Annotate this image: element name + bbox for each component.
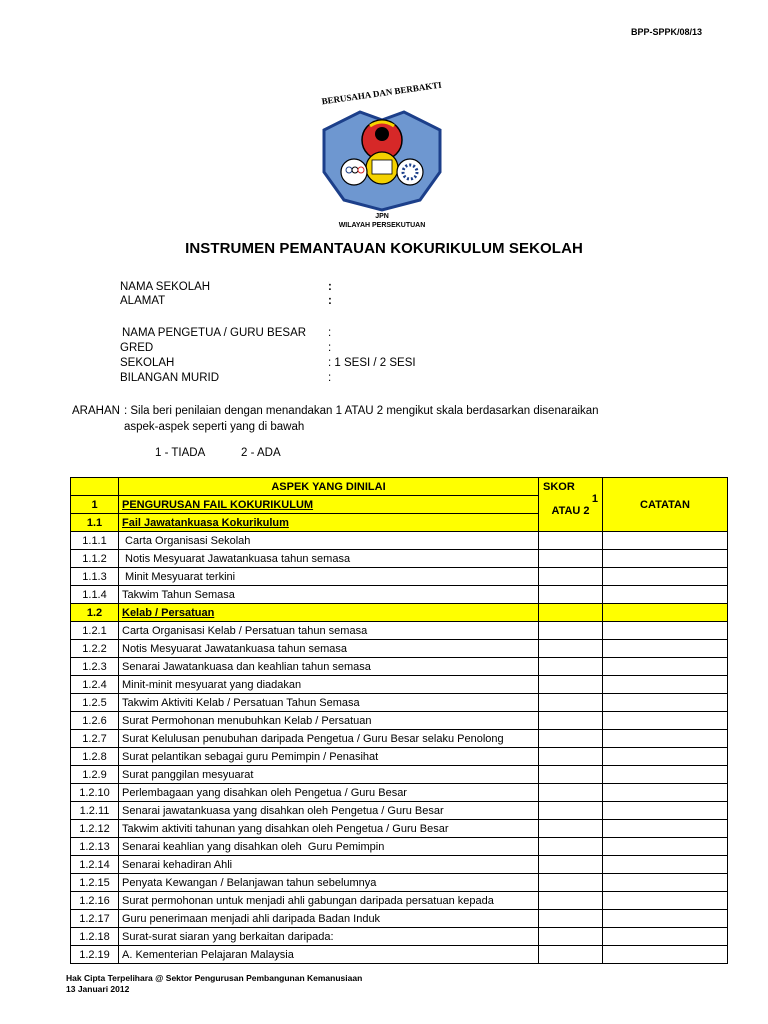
table-row (71, 550, 728, 568)
table-row (71, 910, 728, 928)
document-code: BPP-SPPK/08/13 (630, 27, 702, 37)
table-row (71, 622, 728, 640)
section-1-2-catatan[interactable] (603, 604, 728, 622)
skor-header (539, 478, 603, 532)
row-aspect: Senarai Jawatankuasa dan keahlian tahun semasa (119, 658, 539, 676)
header-blank (71, 478, 119, 496)
row-number: 1.2.3 (71, 658, 119, 676)
row-catatan-cell[interactable] (603, 874, 728, 892)
row-number: 1.2.5 (71, 694, 119, 712)
row-skor-cell[interactable] (539, 766, 603, 784)
row-number: 1.2.18 (71, 928, 119, 946)
row-skor-cell[interactable] (539, 694, 603, 712)
row-skor-cell[interactable] (539, 910, 603, 928)
skor-value-1: 1 (591, 493, 598, 505)
row-number: 1.1.3 (71, 568, 119, 586)
logo-motto: BERUSAHA DAN BERBAKTI (320, 79, 443, 107)
row-aspect: A. Kementerian Pelajaran Malaysia (119, 946, 539, 964)
row-number: 1.2.13 (71, 838, 119, 856)
section-1-2-title: Kelab / Persatuan (119, 604, 539, 622)
table-row (71, 784, 728, 802)
row-skor-cell[interactable] (539, 946, 603, 964)
table-row (71, 730, 728, 748)
row-skor-cell[interactable] (539, 712, 603, 730)
row-aspect: Surat panggilan mesyuarat (119, 766, 539, 784)
row-number: 1.2.1 (71, 622, 119, 640)
row-aspect: Perlembagaan yang disahkan oleh Pengetua / Guru Besar (119, 784, 539, 802)
footer-date: 13 Januari 2012 (66, 984, 130, 994)
instructions-text: : Sila beri penilaian dengan menandakan 1 ATAU 2 mengikut skala berdasarkan disenaraikan aspek-aspek seperti yang di bawah (124, 405, 599, 433)
row-skor-cell[interactable] (539, 928, 603, 946)
section-1-title: PENGURUSAN FAIL KOKURIKULUM (119, 496, 539, 514)
row-number: 1.1.1 (71, 532, 119, 550)
row-skor-cell[interactable] (539, 622, 603, 640)
row-catatan-cell[interactable] (603, 820, 728, 838)
table-row (71, 676, 728, 694)
row-number: 1.2.14 (71, 856, 119, 874)
table-row (71, 640, 728, 658)
logo-right-circle (397, 159, 423, 185)
row-skor-cell[interactable] (539, 838, 603, 856)
info-label-gred: GRED (120, 342, 154, 354)
rows-1-2 (71, 622, 728, 964)
info-value-sekolah[interactable]: : 1 SESI / 2 SESI (328, 357, 416, 369)
catatan-header: CATATAN (603, 478, 728, 532)
row-skor-cell[interactable] (539, 640, 603, 658)
row-number: 1.2.8 (71, 748, 119, 766)
table-row (71, 928, 728, 946)
row-number: 1.1.2 (71, 550, 119, 568)
row-skor-cell[interactable] (539, 730, 603, 748)
row-aspect: Guru penerimaan menjadi ahli daripada Badan Induk (119, 910, 539, 928)
row-aspect: Surat Permohonan menubuhkan Kelab / Persatuan (119, 712, 539, 730)
table-row (71, 694, 728, 712)
table-row (71, 658, 728, 676)
row-skor-cell[interactable] (539, 856, 603, 874)
scale-tiada: 1 - TIADA (155, 447, 206, 459)
row-catatan-cell[interactable] (603, 586, 728, 604)
row-number: 1.2.7 (71, 730, 119, 748)
row-catatan-cell[interactable] (603, 712, 728, 730)
info-value-pengetua[interactable]: : (328, 327, 332, 339)
info-value-gred[interactable]: : (328, 342, 332, 354)
row-catatan-cell[interactable] (603, 622, 728, 640)
table-row (71, 802, 728, 820)
scale-ada: 2 - ADA (241, 447, 281, 459)
row-skor-cell[interactable] (539, 784, 603, 802)
section-1-2-skor[interactable] (539, 604, 603, 622)
row-catatan-cell[interactable] (603, 838, 728, 856)
row-catatan-cell[interactable] (603, 532, 728, 550)
row-aspect: Surat Kelulusan penubuhan daripada Pengetua / Guru Besar selaku Penolong (119, 730, 539, 748)
row-skor-cell[interactable] (539, 676, 603, 694)
row-aspect: Minit Mesyuarat terkini (119, 568, 539, 586)
row-number: 1.2.19 (71, 946, 119, 964)
table-row (71, 838, 728, 856)
row-skor-cell[interactable] (539, 892, 603, 910)
row-catatan-cell[interactable] (603, 856, 728, 874)
table-row (71, 766, 728, 784)
page-title: INSTRUMEN PEMANTAUAN KOKURIKULUM SEKOLAH (185, 240, 583, 257)
aspek-header: ASPEK YANG DINILAI (119, 478, 539, 496)
section-1-2-num: 1.2 (71, 604, 119, 622)
jpn-logo (302, 60, 462, 232)
row-catatan-cell[interactable] (603, 748, 728, 766)
info-value-nama-sekolah[interactable]: : (328, 281, 332, 293)
row-skor-cell[interactable] (539, 532, 603, 550)
row-aspect: Notis Mesyuarat Jawatankuasa tahun semasa (119, 550, 539, 568)
info-label-pengetua: NAMA PENGETUA / GURU BESAR (122, 327, 307, 339)
table-row (71, 946, 728, 964)
info-label-nama-sekolah: NAMA SEKOLAH (120, 281, 211, 293)
row-skor-cell[interactable] (539, 550, 603, 568)
row-aspect: Surat pelantikan sebagai guru Pemimpin / Penasihat (119, 748, 539, 766)
skor-atau: ATAU 2 (551, 505, 590, 517)
row-number: 1.2.6 (71, 712, 119, 730)
row-skor-cell[interactable] (539, 874, 603, 892)
logo-line1: JPN (375, 213, 389, 220)
row-catatan-cell[interactable] (603, 784, 728, 802)
row-catatan-cell[interactable] (603, 676, 728, 694)
row-aspect: Senarai kehadiran Ahli (119, 856, 539, 874)
row-aspect: Minit-minit mesyuarat yang diadakan (119, 676, 539, 694)
row-aspect: Senarai keahlian yang disahkan oleh Guru Pemimpin (119, 838, 539, 856)
table-row (71, 712, 728, 730)
row-catatan-cell[interactable] (603, 694, 728, 712)
footer-copyright: Hak Cipta Terpelihara @ Sektor Pengurusan Pembangunan Kemanusiaan (66, 973, 363, 983)
row-number: 1.2.11 (71, 802, 119, 820)
table-row (71, 568, 728, 586)
row-catatan-cell[interactable] (603, 640, 728, 658)
row-skor-cell[interactable] (539, 820, 603, 838)
table-row (71, 586, 728, 604)
row-skor-cell[interactable] (539, 568, 603, 586)
row-number: 1.2.10 (71, 784, 119, 802)
info-value-alamat[interactable]: : (328, 295, 332, 307)
row-number: 1.2.12 (71, 820, 119, 838)
row-aspect: Notis Mesyuarat Jawatankuasa tahun semasa (119, 640, 539, 658)
row-number: 1.2.17 (71, 910, 119, 928)
row-skor-cell[interactable] (539, 748, 603, 766)
row-aspect: Surat permohonan untuk menjadi ahli gabungan daripada persatuan kepada (119, 892, 539, 910)
table-row (71, 856, 728, 874)
assessment-table (70, 477, 728, 964)
row-catatan-cell[interactable] (603, 802, 728, 820)
row-catatan-cell[interactable] (603, 766, 728, 784)
skor-label: SKOR (543, 481, 575, 493)
row-catatan-cell[interactable] (603, 946, 728, 964)
row-catatan-cell[interactable] (603, 910, 728, 928)
row-catatan-cell[interactable] (603, 658, 728, 676)
section-1-num: 1 (71, 496, 119, 514)
row-skor-cell[interactable] (539, 802, 603, 820)
row-aspect: Takwim Tahun Semasa (119, 586, 539, 604)
table-row (71, 532, 728, 550)
row-aspect: Carta Organisasi Kelab / Persatuan tahun semasa (119, 622, 539, 640)
row-aspect: Senarai jawatankuasa yang disahkan oleh Pengetua / Guru Besar (119, 802, 539, 820)
row-aspect: Penyata Kewangan / Belanjawan tahun sebelumnya (119, 874, 539, 892)
row-number: 1.2.16 (71, 892, 119, 910)
row-aspect: Takwim Aktiviti Kelab / Persatuan Tahun Semasa (119, 694, 539, 712)
row-aspect: Surat-surat siaran yang berkaitan daripada: (119, 928, 539, 946)
row-catatan-cell[interactable] (603, 568, 728, 586)
row-number: 1.1.4 (71, 586, 119, 604)
row-number: 1.2.4 (71, 676, 119, 694)
table-row (71, 892, 728, 910)
row-number: 1.2.15 (71, 874, 119, 892)
section-1-1-title: Fail Jawatankuasa Kokurikulum (119, 514, 539, 532)
row-skor-cell[interactable] (539, 658, 603, 676)
info-label-bilangan-murid: BILANGAN MURID (120, 372, 220, 384)
table-row (71, 820, 728, 838)
footer (66, 973, 362, 995)
instructions-label: ARAHAN (72, 405, 120, 417)
logo-line2: WILAYAH PERSEKUTUAN (338, 222, 426, 229)
row-aspect: Carta Organisasi Sekolah (119, 532, 539, 550)
info-label-alamat: ALAMAT (120, 295, 166, 307)
row-number: 1.2.2 (71, 640, 119, 658)
section-1-1-num: 1.1 (71, 514, 119, 532)
row-catatan-cell[interactable] (603, 892, 728, 910)
row-catatan-cell[interactable] (603, 928, 728, 946)
rows-1-1 (71, 532, 728, 604)
table-row (71, 874, 728, 892)
info-value-bilangan-murid[interactable]: : (328, 372, 332, 384)
table-row (71, 748, 728, 766)
info-label-sekolah: SEKOLAH (120, 357, 175, 369)
row-catatan-cell[interactable] (603, 550, 728, 568)
row-aspect: Takwim aktiviti tahunan yang disahkan oleh Pengetua / Guru Besar (119, 820, 539, 838)
row-number: 1.2.9 (71, 766, 119, 784)
row-catatan-cell[interactable] (603, 730, 728, 748)
row-skor-cell[interactable] (539, 586, 603, 604)
